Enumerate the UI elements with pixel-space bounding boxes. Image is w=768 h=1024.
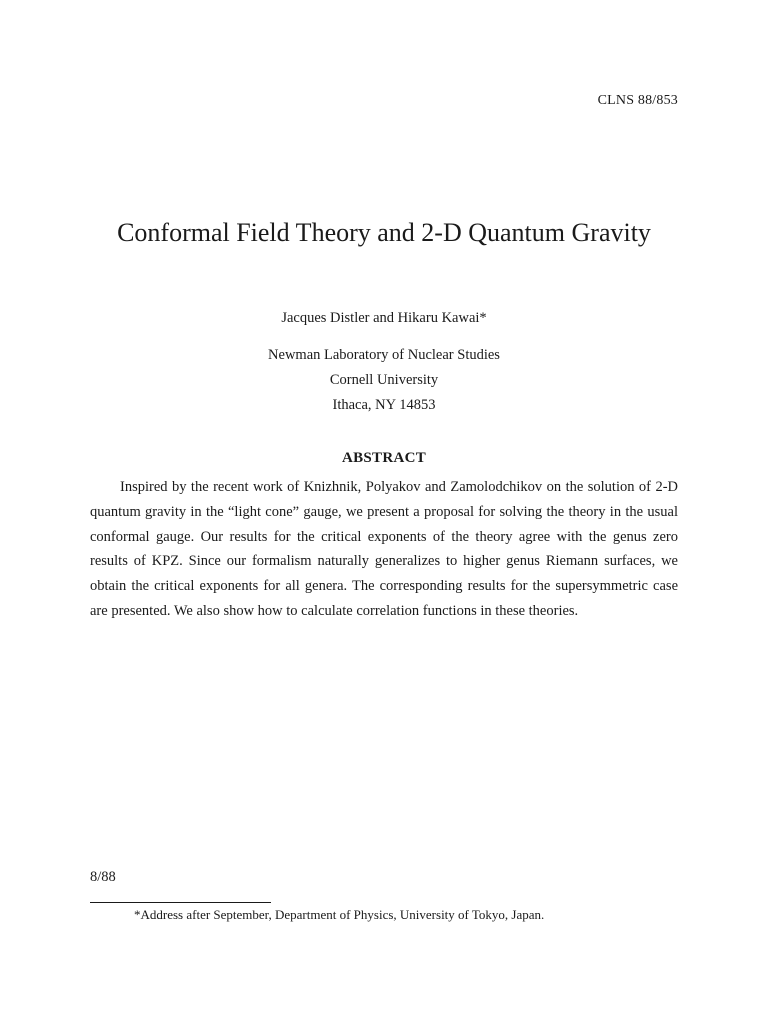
affiliation-line-1: Newman Laboratory of Nuclear Studies	[268, 347, 500, 363]
date: 8/88	[90, 869, 116, 885]
footnote: *Address after September, Department of Physics, University of Tokyo, Japan.	[134, 907, 545, 922]
abstract-text: Inspired by the recent work of Knizhnik, Polyakov and Zamolodchikov on the solution of 2-D quantum gravity in the “light cone” gauge, we present a proposal for solving the theory in the usual conformal gauge. Our results for the critical exponents of the theory agree with the genus zero results of KPZ. Since our formalism naturally generalizes to higher genus Riemann surfaces, we obtain the critical exponents for all genera. The corresponding results for the supersymmetric case are presented. We also show how to calculate correlation functions in these theories.	[90, 479, 678, 619]
authors: Jacques Distler and Hikaru Kawai*	[281, 310, 487, 326]
abstract-heading: ABSTRACT	[341, 450, 427, 466]
affiliation-line-2: Cornell University	[329, 372, 439, 388]
report-number: CLNS 88/853	[597, 93, 678, 108]
affiliation-line-3: Ithaca, NY 14853	[332, 397, 436, 413]
paper-title: Conformal Field Theory and 2-D Quantum Gravity	[117, 218, 651, 247]
footnote-rule	[90, 902, 271, 903]
affiliation	[0, 343, 768, 418]
